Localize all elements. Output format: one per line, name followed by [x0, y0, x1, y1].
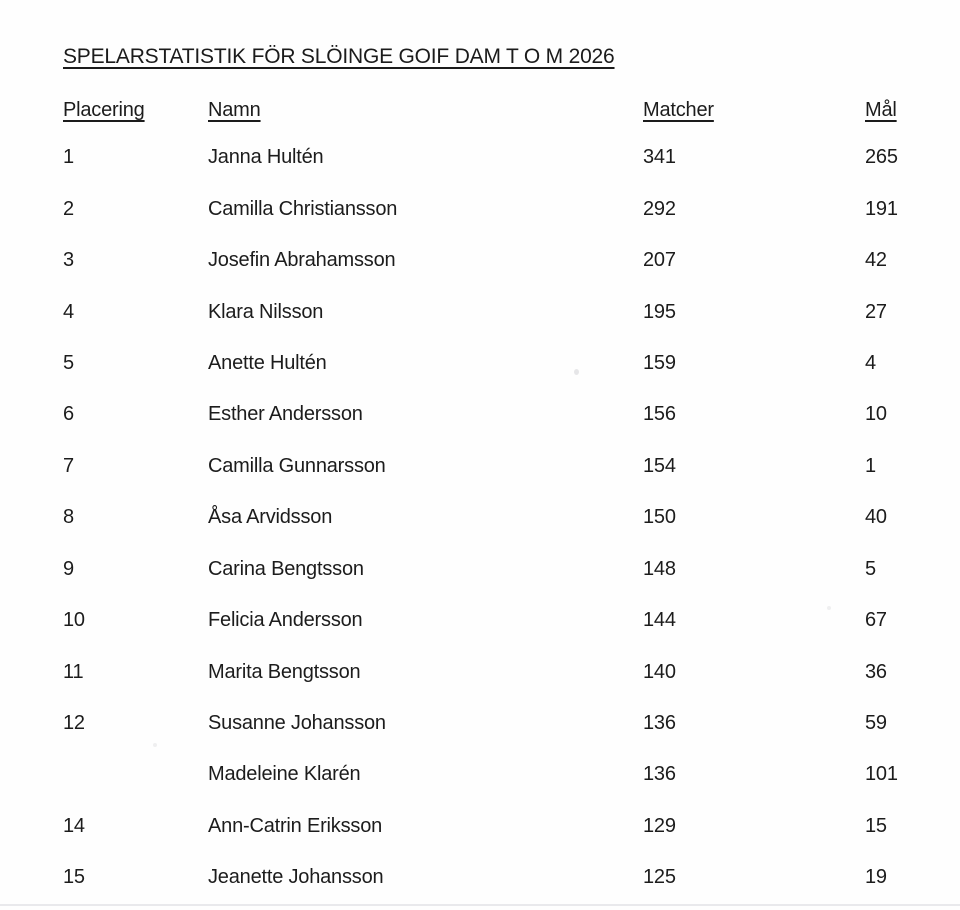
- cell-placering: 9: [63, 557, 74, 580]
- cell-mal: 101: [865, 763, 898, 786]
- cell-namn: Josefin Abrahamsson: [208, 249, 396, 272]
- column-header-namn: Namn: [208, 99, 261, 121]
- cell-mal: 19: [865, 866, 887, 889]
- cell-placering: 10: [63, 609, 85, 632]
- cell-mal: 1: [865, 454, 876, 477]
- cell-namn: Janna Hultén: [208, 146, 324, 169]
- column-header-matcher: Matcher: [643, 99, 714, 121]
- cell-mal: 191: [865, 197, 898, 220]
- table-body: [63, 132, 960, 904]
- cell-matcher: 136: [643, 712, 676, 735]
- scan-speck: [153, 743, 157, 747]
- cell-mal: 67: [865, 609, 887, 632]
- cell-namn: Esther Andersson: [208, 403, 363, 426]
- cell-mal: 27: [865, 300, 887, 323]
- cell-mal: 40: [865, 506, 887, 529]
- table-row: [63, 544, 960, 595]
- cell-namn: Camilla Christiansson: [208, 197, 398, 220]
- scan-speck: [827, 606, 831, 610]
- cell-namn: Felicia Andersson: [208, 609, 363, 632]
- cell-matcher: 136: [643, 763, 676, 786]
- cell-placering: 12: [63, 712, 85, 735]
- table-row: [63, 749, 960, 800]
- cell-mal: 42: [865, 249, 887, 272]
- cell-placering: 1: [63, 146, 74, 169]
- cell-matcher: 207: [643, 249, 676, 272]
- cell-matcher: 156: [643, 403, 676, 426]
- table-row: [63, 698, 960, 749]
- table-row: [63, 441, 960, 492]
- cell-placering: 5: [63, 351, 74, 374]
- cell-mal: 10: [865, 403, 887, 426]
- cell-namn: Marita Bengtsson: [208, 660, 361, 683]
- cell-mal: 4: [865, 351, 876, 374]
- table-row: [63, 646, 960, 697]
- table-row: [63, 132, 960, 183]
- table-row: [63, 286, 960, 337]
- cell-placering: 6: [63, 403, 74, 426]
- cell-namn: Madeleine Klarén: [208, 763, 361, 786]
- cell-namn: Anette Hultén: [208, 351, 327, 374]
- table-row: [63, 492, 960, 543]
- cell-mal: 265: [865, 146, 898, 169]
- cell-namn: Jeanette Johansson: [208, 866, 384, 889]
- cell-matcher: 292: [643, 197, 676, 220]
- cell-matcher: 129: [643, 814, 676, 837]
- table-row: [63, 801, 960, 852]
- table-header-row: [63, 99, 960, 122]
- cell-matcher: 125: [643, 866, 676, 889]
- page-title: SPELARSTATISTIK FÖR SLÖINGE GOIF DAM T O M 2026: [63, 45, 615, 68]
- table-row: [63, 389, 960, 440]
- cell-namn: Åsa Arvidsson: [208, 506, 333, 529]
- cell-placering: 14: [63, 814, 85, 837]
- cell-namn: Klara Nilsson: [208, 300, 324, 323]
- table-row: [63, 183, 960, 234]
- table-row: [63, 595, 960, 646]
- cell-namn: Camilla Gunnarsson: [208, 454, 386, 477]
- table-row: [63, 852, 960, 903]
- cell-placering: 3: [63, 249, 74, 272]
- cell-matcher: 148: [643, 557, 676, 580]
- cell-matcher: 150: [643, 506, 676, 529]
- table-row: [63, 235, 960, 286]
- cell-mal: 59: [865, 712, 887, 735]
- column-header-mal: Mål: [865, 99, 897, 121]
- scan-edge-line: [0, 904, 960, 906]
- table-row: [63, 338, 960, 389]
- cell-matcher: 159: [643, 351, 676, 374]
- cell-mal: 15: [865, 814, 887, 837]
- cell-matcher: 195: [643, 300, 676, 323]
- cell-placering: 4: [63, 300, 74, 323]
- cell-mal: 36: [865, 660, 887, 683]
- cell-placering: 15: [63, 866, 85, 889]
- cell-matcher: 140: [643, 660, 676, 683]
- cell-namn: Carina Bengtsson: [208, 557, 364, 580]
- scan-speck: [574, 369, 579, 375]
- column-header-placering: Placering: [63, 99, 145, 121]
- cell-namn: Susanne Johansson: [208, 712, 386, 735]
- cell-namn: Ann-Catrin Eriksson: [208, 814, 383, 837]
- cell-matcher: 154: [643, 454, 676, 477]
- cell-placering: 7: [63, 454, 74, 477]
- cell-matcher: 341: [643, 146, 676, 169]
- cell-matcher: 144: [643, 609, 676, 632]
- cell-placering: 8: [63, 506, 74, 529]
- cell-placering: 2: [63, 197, 74, 220]
- cell-mal: 5: [865, 557, 876, 580]
- cell-placering: 11: [63, 660, 84, 683]
